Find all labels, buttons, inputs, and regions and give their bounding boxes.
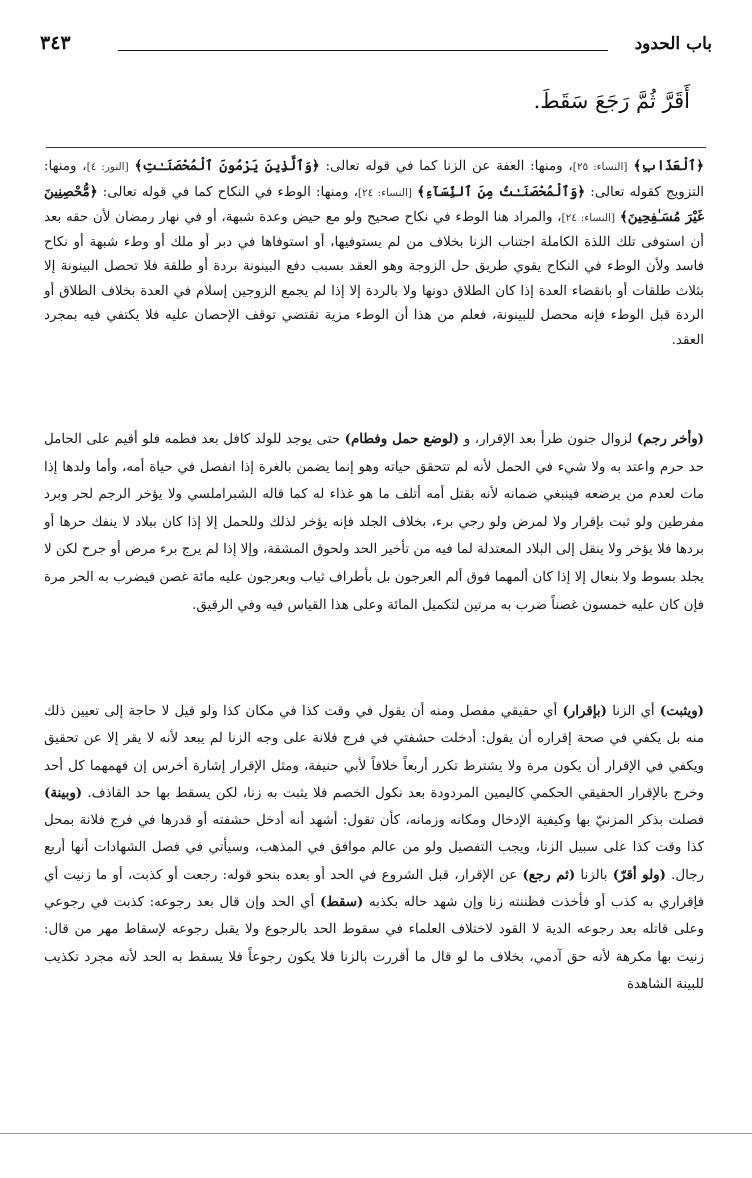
matn-quote: (ولو أقرّ) [612,866,666,883]
commentary-paragraph-1 [44,154,704,353]
matn-quote: (ثم رجع) [522,866,576,883]
matn-quote: (بإقرار) [562,703,607,719]
commentary-text: حتى يوجد للولد كافل بعد فطمه فلو أقيم على الحامل حد حرم واعتد به ولا شيء في الحمل لأنه لم تتحقق حياته وهو إنما يضمن بالغرة إذا انفصل في حياة أمه، وأما ولدها إذا مات لعدم من يرضعه فينبغي ضمانه لأنه بقتل أمه أتلف ما هو غذاء له كما قاله الشبراملسي ولا يؤخر الرجم لحر وبرد مفرطين ولو ثبت بإقرار ولا لمرض ولو رجي برء، بخلاف الجلد فإنه يؤخر لذلك وللحمل إلا إذا كان ببلاد لا ينفك حرها أو بردها فلا يؤخر ولا ينقل إلى البلاد المعتدلة لما فيه من تأخير الحد ولحوق المشقة، وإلا إذا لم يرج برء مرض أو جرح لكن لا يجلد بسوط ولا بنعال إلا إذا كان ألمهما فوق ألم العرجون بل بأطراف ثياب وبعرجون عليه مائة غصن فيضرب به الحر مرة فإن كان عليه خمسون غصناً ضرب به مرتين لتكميل المائة وعلى هذا القياس فيه وفي الرقيق. [44,432,704,613]
commentary-paragraph-3 [44,698,704,998]
page-header [40,30,712,64]
quran-verse: ﴿مُّحْصِنِينَ غَيْرَ مُسَـٰفِحِينَ﴾ [44,183,705,225]
matn-quote: (وأخر رجم) [636,431,705,447]
commentary-text: ، ومنها: العفة عن الزنا كما في قوله تعالى: [319,159,573,174]
commentary-text: ، ومنها: التزويج كقوله تعالى: [44,159,705,200]
verse-reference: [النساء: ٢٥] [572,161,628,173]
commentary-text: فصلت بذكر المزنيّ بها وكيفية الإدخال ومكانه وزمانه، كأن تقول: أشهد أنه أدخل حشفته أو قدرها في فرج فلانة بمحل كذا وقت كذا على سبيل الزنا، ويجب التفصيل ولو من عالم موافق في المذهب، وسيأتي في فصل الشهادات أنها أربع رجال. [44,813,704,883]
commentary-text: أي الزنا [606,704,660,719]
commentary-text: عن الإقرار، قبل الشروع في الحد أو بعده بنحو قوله: رجعت أو كذبت، أو ما زنيت أي فإقراري به كذب أو فأخذت فظننته زنا وإن شهد حاله بكذبه [44,867,704,911]
page-number: ٣٤٣ [40,32,71,54]
verse-reference: [النساء: ٢٤] [561,212,616,224]
commentary-text: لزوال جنون طرأ بعد الإقرار، و [459,432,637,447]
verse-reference: [النساء: ٢٤] [357,186,412,199]
quran-verse: ﴿ٱلْعَذَابِ﴾ [633,158,704,174]
commentary-text: بالزنا [575,867,613,883]
header-rule [118,50,608,51]
matn-text: أَقَرَّ ثُمَّ رَجَعَ سَقَطَ. [533,89,690,113]
commentary-text: أي حقيقي مفصل ومنه أن يقول في وقت كذا في مكان كذا ولو قيل لا حاجة إلى تعيين ذلك منه بل يكفي في صحة إقراره أن يقول: أدخلت حشفتي في فرج فلانة على وجه الزنا لم يبعد لأنه لا يقر إلا عن تحقيق ويكفي في الإقرار أن يكون مرة ولا يشترط تكرر أربعاً خلافاً لأبي حنيفة، ومثل الإقرار إشارة أخرس إن فهمهما كل أحد وخرج بالإقرار الحقيقي الحكمي كاليمين المردودة بعد نكول الخصم فلا يثبت به زنا، لكن يسقط بها حد القاذف. [44,704,704,801]
commentary-text: ، ومنها: الوطء في النكاح كما في قوله تعالى: [97,184,358,200]
verse-reference: [النور: ٤] [86,161,129,173]
commentary-text: ، والمراد هنا الوطء في نكاح صحيح ولو مع حيض وعدة شبهة، أو في نهار رمضان لأن حقه بعد أن استوفى تلك اللذة الكاملة اجتناب الزنا بخلاف من لم يستوفيها، أو استوفاها في دبر أو ملك أو وطء شبهة أو نكاح فاسد ولأن الوطء في النكاح يقوي طريق حل الزوجة وهو العقد بسبب دفع البينونة بردة أو طلقة فلا تحصل البينونة إلا بثلاث طلقات أو بانقضاء العدة إذا كان الطلاق دونها ولا بالردة إلا إذا لم يجمع الزوجين إسلام في العدة بخلاف الطلاق أو الردة قبل الوطء فإنه محصل للبينونة، فعلم من هذا أن الوطء مزية تقتضي توقف الإحصان عليه فلا يكتفي فيه بمجرد العقد. [44,210,704,348]
matn-quote: (وبينة) [44,784,83,801]
matn-quote: (سقط) [319,894,364,911]
quran-verse: ﴿وَٱلَّذِينَ يَرْمُونَ ٱلْمُحْصَنَـٰتِ﴾ [134,158,320,174]
commentary-paragraph-2 [44,426,704,619]
matn-quote: (ويثبت) [659,703,705,719]
commentary-separator [46,147,706,148]
page-bottom-rule [0,1133,752,1134]
commentary-text: أي الحد وإن قال بعد رجوعه: كذبت في رجوعي وعلى قاتله بعد رجوعه الدية لا القود لاختلاف العلماء في سقوط الحد بالرجوع ولا يقبل رجوعه لإسقاط مهر من قال: زنيت بها مكرهة لأنه حق آدمي، بخلاف ما لو قال ما أقررت بالزنا فلا يكون رجوعاً فلا يسقط به الحد لأنه مجرد تكذيب للبينة الشاهدة [44,895,704,992]
chapter-title: باب الحدود [634,34,712,54]
matn-quote: (لوضع حمل وفطام) [344,431,460,447]
quran-verse: ﴿وَٱلْمُحْصَنَـٰتُ مِنَ ٱلنِّسَآءِ﴾ [417,183,586,200]
